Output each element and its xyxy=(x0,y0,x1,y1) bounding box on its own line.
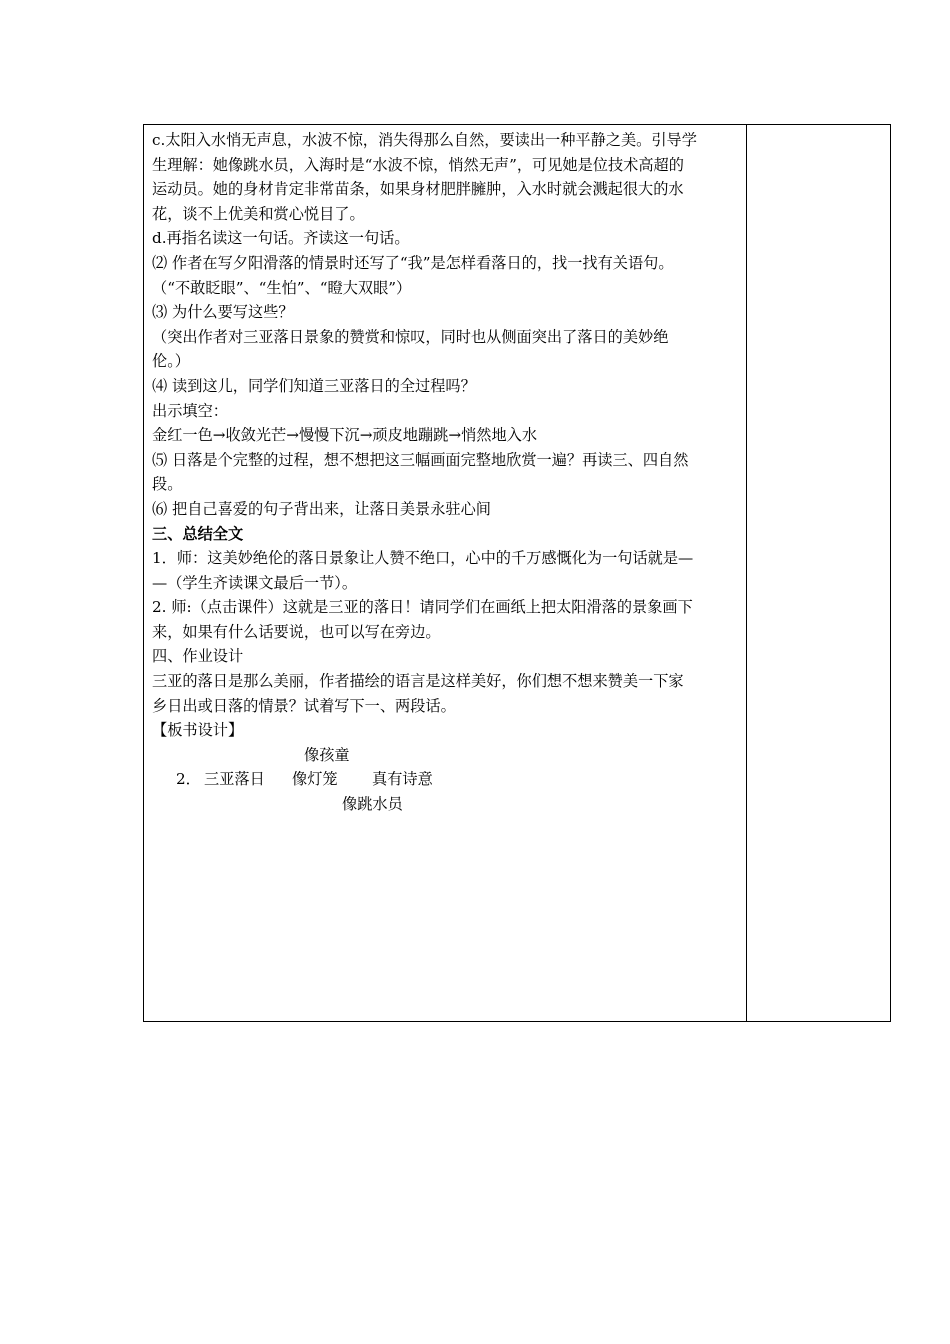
text-line: ⑷ 读到这儿，同学们知道三亚落日的全过程吗？ xyxy=(152,376,476,395)
text-line: c.太阳入水悄无声息，水波不惊，消失得那么自然，要读出一种平静之美。引导学 xyxy=(152,131,697,149)
section-heading: 四、作业设计 xyxy=(152,647,244,666)
text-line: 金红一色→收敛光芒→慢慢下沉→顽皮地蹦跳→悄然地入水 xyxy=(152,426,538,445)
board-middle-item: 像灯笼 xyxy=(292,770,338,789)
text-line: 来，如果有什么话要说，也可以写在旁边。 xyxy=(152,622,441,641)
text-line: 三亚的落日是那么美丽，作者描绘的语言是这样美好，你们想不想来赞美一下家 xyxy=(152,672,684,691)
text-line: 2. 师:（点击课件）这就是三亚的落日！请同学们在画纸上把太阳滑落的景象画下 xyxy=(152,598,693,617)
text-line: （“不敢眨眼”、“生怕”、“瞪大双眼”） xyxy=(152,278,412,297)
text-line: ⑹ 把自己喜爱的句子背出来，让落日美景永驻心间 xyxy=(152,499,491,518)
board-subject: 三亚落日 xyxy=(204,770,265,789)
text-line: —（学生齐读课文最后一节）。 xyxy=(152,573,358,592)
text-line: ⑵ 作者在写夕阳滑落的情景时还写了“我”是怎样看落日的，找一找有关语句。 xyxy=(152,253,674,272)
lesson-content-cell xyxy=(144,125,747,1021)
text-line: d.再指名读这一句话。齐读这一句话。 xyxy=(152,229,410,248)
text-line: 生理解：她像跳水员，入海时是“水波不惊，悄然无声”，可见她是位技术高超的 xyxy=(152,155,684,174)
text-line: ⑶ 为什么要写这些？ xyxy=(152,303,294,322)
text-line: 出示填空： xyxy=(152,401,228,420)
notes-cell xyxy=(747,125,890,1021)
text-line: 段。 xyxy=(152,475,183,494)
text-line: 1．师：这美妙绝伦的落日景象让人赞不绝口，心中的千万感慨化为一句话就是— xyxy=(152,549,694,568)
text-line: 伦。） xyxy=(152,352,190,371)
section-heading: 三、总结全文 xyxy=(152,524,244,543)
text-line: ⑸ 日落是个完整的过程，想不想把这三幅画面完整地欣赏一遍？再读三、四自然 xyxy=(152,450,689,469)
board-bottom-item: 像跳水员 xyxy=(342,795,403,814)
board-design xyxy=(152,743,740,817)
lesson-table xyxy=(143,124,891,1022)
board-conclusion: 真有诗意 xyxy=(372,770,433,789)
text-line: 运动员。她的身材肯定非常苗条，如果身材肥胖臃肿，入水时就会溅起很大的水 xyxy=(152,180,684,199)
board-top-item: 像孩童 xyxy=(304,745,350,764)
board-number: 2． xyxy=(176,770,201,789)
text-line: 乡日出或日落的情景？试着写下一、两段话。 xyxy=(152,696,456,715)
text-line: （突出作者对三亚落日景象的赞赏和惊叹，同时也从侧面突出了落日的美妙绝 xyxy=(152,327,669,346)
text-line: 花，谈不上优美和赏心悦目了。 xyxy=(152,204,365,223)
board-design-heading: 【板书设计】 xyxy=(152,721,244,740)
